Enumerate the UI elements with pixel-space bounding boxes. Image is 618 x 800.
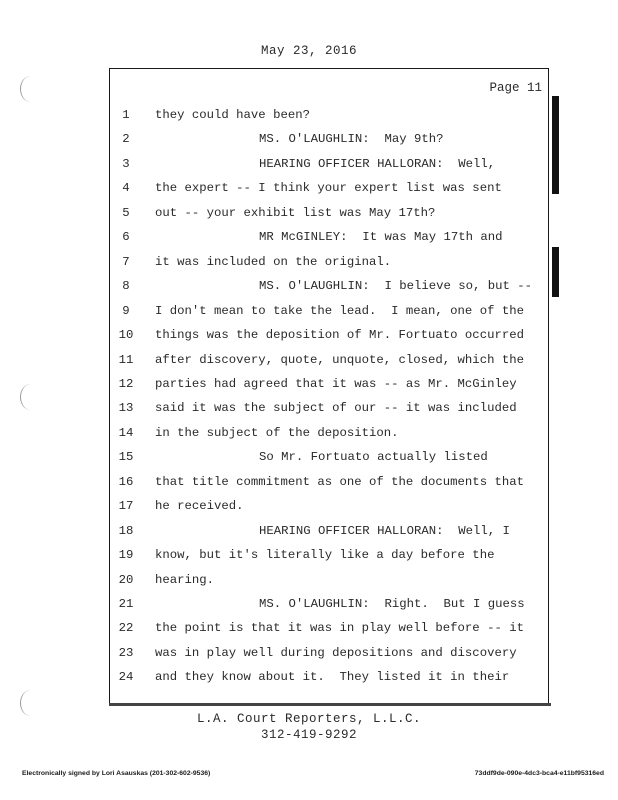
transcript-line bbox=[110, 519, 550, 544]
edge-marker-middle bbox=[552, 247, 559, 297]
edge-marker-top bbox=[552, 96, 559, 194]
line-number: 12 bbox=[118, 376, 134, 391]
footer-phone: 312-419-9292 bbox=[260, 728, 357, 742]
line-number: 6 bbox=[122, 230, 130, 245]
line-text: it was included on the original. bbox=[155, 254, 392, 269]
transcript-line bbox=[110, 274, 550, 299]
transcript-line bbox=[110, 616, 550, 641]
electronic-signature: Electronically signed by Lori Asauskas (201-302-602-9536) bbox=[22, 770, 211, 777]
line-text: that title commitment as one of the documents that bbox=[155, 474, 524, 489]
transcript-line bbox=[110, 421, 550, 446]
line-text: was in play well during depositions and discovery bbox=[155, 645, 517, 660]
frame-shadow bbox=[109, 703, 551, 706]
transcript-line bbox=[110, 176, 550, 201]
line-number: 23 bbox=[118, 645, 134, 660]
line-number: 22 bbox=[118, 621, 134, 636]
line-text: parties had agreed that it was -- as Mr. McGinley bbox=[155, 376, 517, 391]
transcript-line bbox=[110, 250, 550, 275]
transcript-line bbox=[110, 592, 550, 617]
transcript-line bbox=[110, 665, 550, 690]
line-text: hearing. bbox=[155, 572, 215, 587]
punch-hole-top bbox=[20, 76, 41, 102]
line-text: I don't mean to take the lead. I mean, one of the bbox=[155, 303, 524, 318]
line-number: 1 bbox=[122, 108, 130, 122]
line-number: 17 bbox=[118, 499, 134, 514]
transcript-line bbox=[110, 127, 550, 152]
line-text: HEARING OFFICER HALLORAN: Well, bbox=[259, 156, 496, 171]
line-number: 19 bbox=[118, 548, 134, 563]
line-number: 16 bbox=[118, 474, 134, 489]
line-number: 20 bbox=[118, 572, 134, 587]
line-text: HEARING OFFICER HALLORAN: Well, I bbox=[259, 523, 510, 538]
line-text: MS. O'LAUGHLIN: I believe so, but -- bbox=[259, 279, 533, 294]
line-number: 2 bbox=[122, 132, 130, 147]
line-text: he received. bbox=[155, 499, 244, 514]
line-number: 3 bbox=[122, 156, 130, 171]
line-text: So Mr. Fortuato actually listed bbox=[259, 450, 488, 465]
line-text: MR McGINLEY: It was May 17th and bbox=[259, 230, 503, 245]
transcript-line bbox=[110, 323, 550, 348]
transcript-line bbox=[110, 445, 550, 470]
line-text: the expert -- I think your expert list was sent bbox=[155, 181, 502, 196]
transcript-line bbox=[110, 225, 550, 250]
transcript-line bbox=[110, 103, 550, 128]
line-text: out -- your exhibit list was May 17th? bbox=[155, 205, 436, 220]
line-text: MS. O'LAUGHLIN: Right. But I guess bbox=[259, 597, 525, 611]
line-number: 21 bbox=[118, 597, 134, 611]
line-text: said it was the subject of our -- it was included bbox=[155, 401, 517, 416]
line-text: after discovery, quote, unquote, closed, which the bbox=[155, 352, 524, 367]
line-number: 9 bbox=[122, 303, 130, 318]
line-number: 24 bbox=[118, 670, 134, 685]
page-number: Page 11 bbox=[489, 81, 542, 95]
transcript-line bbox=[110, 152, 550, 177]
transcript-line bbox=[110, 201, 550, 226]
line-number: 15 bbox=[118, 450, 134, 465]
line-number: 11 bbox=[118, 352, 134, 367]
transcript-line bbox=[110, 494, 550, 519]
transcript-line bbox=[110, 543, 550, 568]
line-number: 8 bbox=[122, 279, 130, 294]
line-text: and they know about it. They listed it in their bbox=[155, 670, 510, 685]
transcript-date: May 23, 2016 bbox=[260, 44, 357, 58]
transcript-line bbox=[110, 470, 550, 495]
line-number: 4 bbox=[122, 181, 130, 196]
transcript-line bbox=[110, 299, 550, 324]
line-number: 7 bbox=[122, 254, 130, 269]
line-text: in the subject of the deposition. bbox=[155, 425, 399, 440]
document-id: 73ddf9de-090e-4dc3-bca4-e11bf95316ed bbox=[474, 770, 604, 777]
line-number: 14 bbox=[118, 425, 134, 440]
transcript-line bbox=[110, 372, 550, 397]
line-number: 5 bbox=[122, 205, 130, 220]
punch-hole-middle bbox=[20, 384, 41, 410]
transcript-line bbox=[110, 396, 550, 421]
line-text: know, but it's literally like a day before the bbox=[155, 548, 495, 563]
line-text: MS. O'LAUGHLIN: May 9th? bbox=[259, 132, 444, 147]
line-text: the point is that it was in play well before -- it bbox=[155, 621, 524, 636]
footer-company: L.A. Court Reporters, L.L.C. bbox=[196, 712, 422, 726]
transcript-line bbox=[110, 568, 550, 593]
line-number: 13 bbox=[118, 401, 134, 416]
line-number: 18 bbox=[118, 523, 134, 538]
line-number: 10 bbox=[118, 328, 134, 343]
transcript-line bbox=[110, 348, 550, 373]
transcript-page-frame bbox=[109, 68, 549, 704]
line-text: things was the deposition of Mr. Fortuato occurred bbox=[155, 328, 524, 343]
transcript-line bbox=[110, 641, 550, 666]
line-text: they could have been? bbox=[155, 108, 310, 122]
